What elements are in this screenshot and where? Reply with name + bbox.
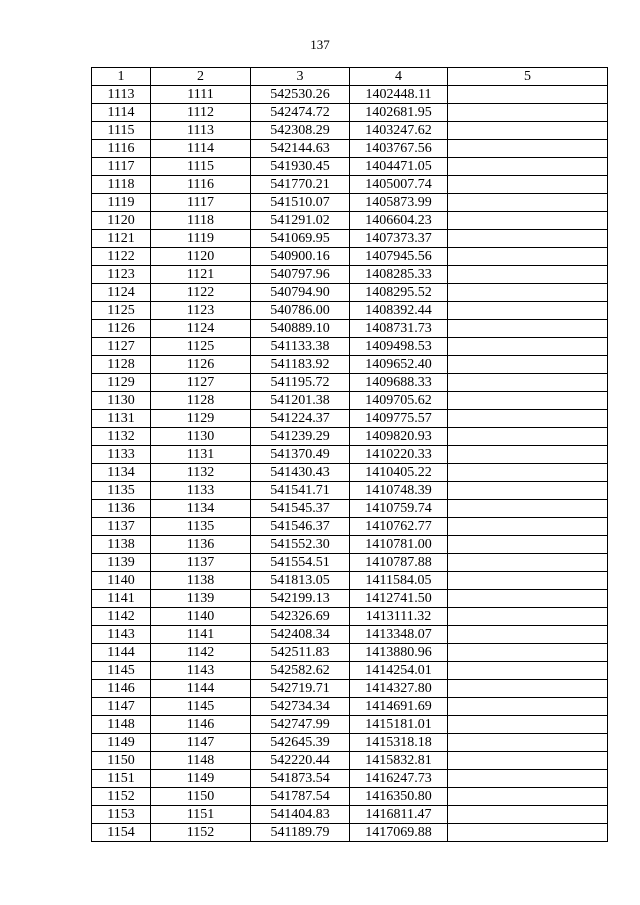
- y-coordinate-cell: 1410748.39: [350, 482, 448, 500]
- y-coordinate-cell: 1410220.33: [350, 446, 448, 464]
- x-coordinate-cell: 541873.54: [251, 770, 350, 788]
- y-coordinate-cell: 1411584.05: [350, 572, 448, 590]
- table-row: [92, 788, 608, 806]
- table-row: [92, 734, 608, 752]
- note-cell: [448, 770, 608, 788]
- point-id-cell: 1111: [151, 86, 251, 104]
- point-number-cell: 1150: [92, 752, 151, 770]
- y-coordinate-cell: 1409705.62: [350, 392, 448, 410]
- point-number-cell: 1149: [92, 734, 151, 752]
- x-coordinate-cell: 541183.92: [251, 356, 350, 374]
- point-id-cell: 1118: [151, 212, 251, 230]
- x-coordinate-cell: 542530.26: [251, 86, 350, 104]
- point-id-cell: 1129: [151, 410, 251, 428]
- point-id-cell: 1127: [151, 374, 251, 392]
- point-number-cell: 1134: [92, 464, 151, 482]
- point-id-cell: 1150: [151, 788, 251, 806]
- x-coordinate-cell: 542220.44: [251, 752, 350, 770]
- point-id-cell: 1152: [151, 824, 251, 842]
- table-row: [92, 518, 608, 536]
- table-row: [92, 770, 608, 788]
- note-cell: [448, 320, 608, 338]
- table-row: [92, 230, 608, 248]
- point-number-cell: 1141: [92, 590, 151, 608]
- note-cell: [448, 680, 608, 698]
- point-id-cell: 1114: [151, 140, 251, 158]
- x-coordinate-cell: 540797.96: [251, 266, 350, 284]
- table-row: [92, 374, 608, 392]
- x-coordinate-cell: 541813.05: [251, 572, 350, 590]
- note-cell: [448, 788, 608, 806]
- x-coordinate-cell: 541201.38: [251, 392, 350, 410]
- point-id-cell: 1144: [151, 680, 251, 698]
- y-coordinate-cell: 1403247.62: [350, 122, 448, 140]
- note-cell: [448, 176, 608, 194]
- point-number-cell: 1151: [92, 770, 151, 788]
- column-header-5: 5: [448, 68, 608, 86]
- point-id-cell: 1125: [151, 338, 251, 356]
- y-coordinate-cell: 1412741.50: [350, 590, 448, 608]
- note-cell: [448, 608, 608, 626]
- y-coordinate-cell: 1409775.57: [350, 410, 448, 428]
- note-cell: [448, 752, 608, 770]
- note-cell: [448, 590, 608, 608]
- point-id-cell: 1112: [151, 104, 251, 122]
- note-cell: [448, 230, 608, 248]
- x-coordinate-cell: 542308.29: [251, 122, 350, 140]
- note-cell: [448, 122, 608, 140]
- table-row: [92, 410, 608, 428]
- x-coordinate-cell: 541546.37: [251, 518, 350, 536]
- point-number-cell: 1118: [92, 176, 151, 194]
- x-coordinate-cell: 540900.16: [251, 248, 350, 266]
- point-number-cell: 1114: [92, 104, 151, 122]
- point-id-cell: 1135: [151, 518, 251, 536]
- point-number-cell: 1147: [92, 698, 151, 716]
- x-coordinate-cell: 540794.90: [251, 284, 350, 302]
- table-row: [92, 554, 608, 572]
- point-id-cell: 1119: [151, 230, 251, 248]
- x-coordinate-cell: 541552.30: [251, 536, 350, 554]
- y-coordinate-cell: 1406604.23: [350, 212, 448, 230]
- note-cell: [448, 644, 608, 662]
- x-coordinate-cell: 542326.69: [251, 608, 350, 626]
- x-coordinate-cell: 541195.72: [251, 374, 350, 392]
- x-coordinate-cell: 542511.83: [251, 644, 350, 662]
- x-coordinate-cell: 542645.39: [251, 734, 350, 752]
- x-coordinate-cell: 542408.34: [251, 626, 350, 644]
- note-cell: [448, 482, 608, 500]
- point-id-cell: 1117: [151, 194, 251, 212]
- y-coordinate-cell: 1416247.73: [350, 770, 448, 788]
- point-number-cell: 1128: [92, 356, 151, 374]
- y-coordinate-cell: 1413880.96: [350, 644, 448, 662]
- note-cell: [448, 356, 608, 374]
- table-row: [92, 536, 608, 554]
- y-coordinate-cell: 1408285.33: [350, 266, 448, 284]
- y-coordinate-cell: 1405007.74: [350, 176, 448, 194]
- table-row: [92, 104, 608, 122]
- table-row: [92, 122, 608, 140]
- point-number-cell: 1136: [92, 500, 151, 518]
- y-coordinate-cell: 1416350.80: [350, 788, 448, 806]
- point-number-cell: 1122: [92, 248, 151, 266]
- point-number-cell: 1124: [92, 284, 151, 302]
- point-id-cell: 1122: [151, 284, 251, 302]
- table-row: [92, 140, 608, 158]
- point-number-cell: 1135: [92, 482, 151, 500]
- note-cell: [448, 806, 608, 824]
- table-row: [92, 212, 608, 230]
- y-coordinate-cell: 1415318.18: [350, 734, 448, 752]
- table-row: [92, 680, 608, 698]
- table-row: [92, 446, 608, 464]
- point-id-cell: 1149: [151, 770, 251, 788]
- x-coordinate-cell: 542474.72: [251, 104, 350, 122]
- point-number-cell: 1152: [92, 788, 151, 806]
- table-header: [92, 68, 608, 86]
- point-id-cell: 1136: [151, 536, 251, 554]
- table-row: [92, 158, 608, 176]
- point-number-cell: 1117: [92, 158, 151, 176]
- table-row: [92, 608, 608, 626]
- point-id-cell: 1121: [151, 266, 251, 284]
- table-row: [92, 176, 608, 194]
- point-id-cell: 1116: [151, 176, 251, 194]
- table-row: [92, 824, 608, 842]
- y-coordinate-cell: 1414327.80: [350, 680, 448, 698]
- point-number-cell: 1133: [92, 446, 151, 464]
- point-number-cell: 1142: [92, 608, 151, 626]
- point-id-cell: 1147: [151, 734, 251, 752]
- note-cell: [448, 158, 608, 176]
- point-number-cell: 1143: [92, 626, 151, 644]
- x-coordinate-cell: 541930.45: [251, 158, 350, 176]
- table-row: [92, 302, 608, 320]
- table-row: [92, 590, 608, 608]
- note-cell: [448, 734, 608, 752]
- y-coordinate-cell: 1407373.37: [350, 230, 448, 248]
- point-id-cell: 1133: [151, 482, 251, 500]
- note-cell: [448, 410, 608, 428]
- point-number-cell: 1123: [92, 266, 151, 284]
- note-cell: [448, 554, 608, 572]
- x-coordinate-cell: 542747.99: [251, 716, 350, 734]
- x-coordinate-cell: 541239.29: [251, 428, 350, 446]
- note-cell: [448, 248, 608, 266]
- column-header-3: 3: [251, 68, 350, 86]
- point-number-cell: 1121: [92, 230, 151, 248]
- y-coordinate-cell: 1403767.56: [350, 140, 448, 158]
- y-coordinate-cell: 1414691.69: [350, 698, 448, 716]
- note-cell: [448, 500, 608, 518]
- point-id-cell: 1131: [151, 446, 251, 464]
- note-cell: [448, 302, 608, 320]
- table-row: [92, 428, 608, 446]
- x-coordinate-cell: 541069.95: [251, 230, 350, 248]
- table-row: [92, 194, 608, 212]
- point-id-cell: 1132: [151, 464, 251, 482]
- point-id-cell: 1148: [151, 752, 251, 770]
- y-coordinate-cell: 1410405.22: [350, 464, 448, 482]
- x-coordinate-cell: 541770.21: [251, 176, 350, 194]
- point-number-cell: 1137: [92, 518, 151, 536]
- x-coordinate-cell: 541541.71: [251, 482, 350, 500]
- point-number-cell: 1146: [92, 680, 151, 698]
- note-cell: [448, 698, 608, 716]
- y-coordinate-cell: 1410781.00: [350, 536, 448, 554]
- y-coordinate-cell: 1415832.81: [350, 752, 448, 770]
- point-id-cell: 1145: [151, 698, 251, 716]
- x-coordinate-cell: 542734.34: [251, 698, 350, 716]
- table-row: [92, 284, 608, 302]
- note-cell: [448, 518, 608, 536]
- header-row: [92, 68, 608, 86]
- x-coordinate-cell: 541510.07: [251, 194, 350, 212]
- table-row: [92, 500, 608, 518]
- x-coordinate-cell: 541430.43: [251, 464, 350, 482]
- table-row: [92, 662, 608, 680]
- y-coordinate-cell: 1415181.01: [350, 716, 448, 734]
- table-row: [92, 338, 608, 356]
- y-coordinate-cell: 1408731.73: [350, 320, 448, 338]
- page-number: 137: [310, 37, 330, 52]
- point-number-cell: 1153: [92, 806, 151, 824]
- x-coordinate-cell: 542582.62: [251, 662, 350, 680]
- x-coordinate-cell: 540786.00: [251, 302, 350, 320]
- x-coordinate-cell: 541787.54: [251, 788, 350, 806]
- table-row: [92, 86, 608, 104]
- table-row: [92, 464, 608, 482]
- note-cell: [448, 572, 608, 590]
- point-number-cell: 1131: [92, 410, 151, 428]
- x-coordinate-cell: 541370.49: [251, 446, 350, 464]
- note-cell: [448, 194, 608, 212]
- x-coordinate-cell: 542719.71: [251, 680, 350, 698]
- note-cell: [448, 536, 608, 554]
- y-coordinate-cell: 1409652.40: [350, 356, 448, 374]
- point-id-cell: 1113: [151, 122, 251, 140]
- table-row: [92, 356, 608, 374]
- note-cell: [448, 464, 608, 482]
- point-id-cell: 1151: [151, 806, 251, 824]
- table-row: [92, 644, 608, 662]
- point-id-cell: 1124: [151, 320, 251, 338]
- x-coordinate-cell: 542199.13: [251, 590, 350, 608]
- x-coordinate-cell: 541554.51: [251, 554, 350, 572]
- point-id-cell: 1142: [151, 644, 251, 662]
- y-coordinate-cell: 1413348.07: [350, 626, 448, 644]
- point-id-cell: 1120: [151, 248, 251, 266]
- point-number-cell: 1129: [92, 374, 151, 392]
- point-number-cell: 1116: [92, 140, 151, 158]
- table-row: [92, 716, 608, 734]
- table-row: [92, 266, 608, 284]
- note-cell: [448, 104, 608, 122]
- point-id-cell: 1123: [151, 302, 251, 320]
- point-number-cell: 1119: [92, 194, 151, 212]
- point-id-cell: 1146: [151, 716, 251, 734]
- table-row: [92, 482, 608, 500]
- table-row: [92, 626, 608, 644]
- note-cell: [448, 716, 608, 734]
- note-cell: [448, 662, 608, 680]
- table-row: [92, 698, 608, 716]
- x-coordinate-cell: 541404.83: [251, 806, 350, 824]
- point-number-cell: 1138: [92, 536, 151, 554]
- point-id-cell: 1130: [151, 428, 251, 446]
- point-number-cell: 1132: [92, 428, 151, 446]
- note-cell: [448, 824, 608, 842]
- x-coordinate-cell: 541224.37: [251, 410, 350, 428]
- y-coordinate-cell: 1407945.56: [350, 248, 448, 266]
- x-coordinate-cell: 541189.79: [251, 824, 350, 842]
- x-coordinate-cell: 541291.02: [251, 212, 350, 230]
- table-row: [92, 752, 608, 770]
- table-row: [92, 248, 608, 266]
- table-row: [92, 806, 608, 824]
- point-id-cell: 1115: [151, 158, 251, 176]
- y-coordinate-cell: 1408392.44: [350, 302, 448, 320]
- table-row: [92, 572, 608, 590]
- y-coordinate-cell: 1410759.74: [350, 500, 448, 518]
- y-coordinate-cell: 1409688.33: [350, 374, 448, 392]
- y-coordinate-cell: 1408295.52: [350, 284, 448, 302]
- note-cell: [448, 140, 608, 158]
- note-cell: [448, 428, 608, 446]
- y-coordinate-cell: 1417069.88: [350, 824, 448, 842]
- point-number-cell: 1144: [92, 644, 151, 662]
- note-cell: [448, 392, 608, 410]
- note-cell: [448, 266, 608, 284]
- column-header-1: 1: [92, 68, 151, 86]
- y-coordinate-cell: 1416811.47: [350, 806, 448, 824]
- point-id-cell: 1137: [151, 554, 251, 572]
- y-coordinate-cell: 1410762.77: [350, 518, 448, 536]
- table-row: [92, 320, 608, 338]
- y-coordinate-cell: 1402681.95: [350, 104, 448, 122]
- y-coordinate-cell: 1414254.01: [350, 662, 448, 680]
- x-coordinate-cell: 542144.63: [251, 140, 350, 158]
- note-cell: [448, 446, 608, 464]
- point-id-cell: 1134: [151, 500, 251, 518]
- x-coordinate-cell: 541133.38: [251, 338, 350, 356]
- point-id-cell: 1139: [151, 590, 251, 608]
- y-coordinate-cell: 1409820.93: [350, 428, 448, 446]
- x-coordinate-cell: 541545.37: [251, 500, 350, 518]
- coordinates-table: [91, 67, 608, 842]
- point-number-cell: 1127: [92, 338, 151, 356]
- y-coordinate-cell: 1413111.32: [350, 608, 448, 626]
- note-cell: [448, 86, 608, 104]
- y-coordinate-cell: 1404471.05: [350, 158, 448, 176]
- column-header-4: 4: [350, 68, 448, 86]
- point-id-cell: 1128: [151, 392, 251, 410]
- point-number-cell: 1140: [92, 572, 151, 590]
- y-coordinate-cell: 1410787.88: [350, 554, 448, 572]
- point-number-cell: 1154: [92, 824, 151, 842]
- point-id-cell: 1141: [151, 626, 251, 644]
- y-coordinate-cell: 1405873.99: [350, 194, 448, 212]
- point-number-cell: 1115: [92, 122, 151, 140]
- note-cell: [448, 212, 608, 230]
- point-id-cell: 1143: [151, 662, 251, 680]
- point-number-cell: 1120: [92, 212, 151, 230]
- table-body: [92, 86, 608, 842]
- y-coordinate-cell: 1402448.11: [350, 86, 448, 104]
- point-number-cell: 1113: [92, 86, 151, 104]
- point-id-cell: 1138: [151, 572, 251, 590]
- note-cell: [448, 338, 608, 356]
- note-cell: [448, 626, 608, 644]
- point-id-cell: 1140: [151, 608, 251, 626]
- point-number-cell: 1148: [92, 716, 151, 734]
- point-number-cell: 1126: [92, 320, 151, 338]
- point-number-cell: 1145: [92, 662, 151, 680]
- x-coordinate-cell: 540889.10: [251, 320, 350, 338]
- note-cell: [448, 284, 608, 302]
- point-id-cell: 1126: [151, 356, 251, 374]
- y-coordinate-cell: 1409498.53: [350, 338, 448, 356]
- note-cell: [448, 374, 608, 392]
- point-number-cell: 1125: [92, 302, 151, 320]
- point-number-cell: 1139: [92, 554, 151, 572]
- column-header-2: 2: [151, 68, 251, 86]
- point-number-cell: 1130: [92, 392, 151, 410]
- table-row: [92, 392, 608, 410]
